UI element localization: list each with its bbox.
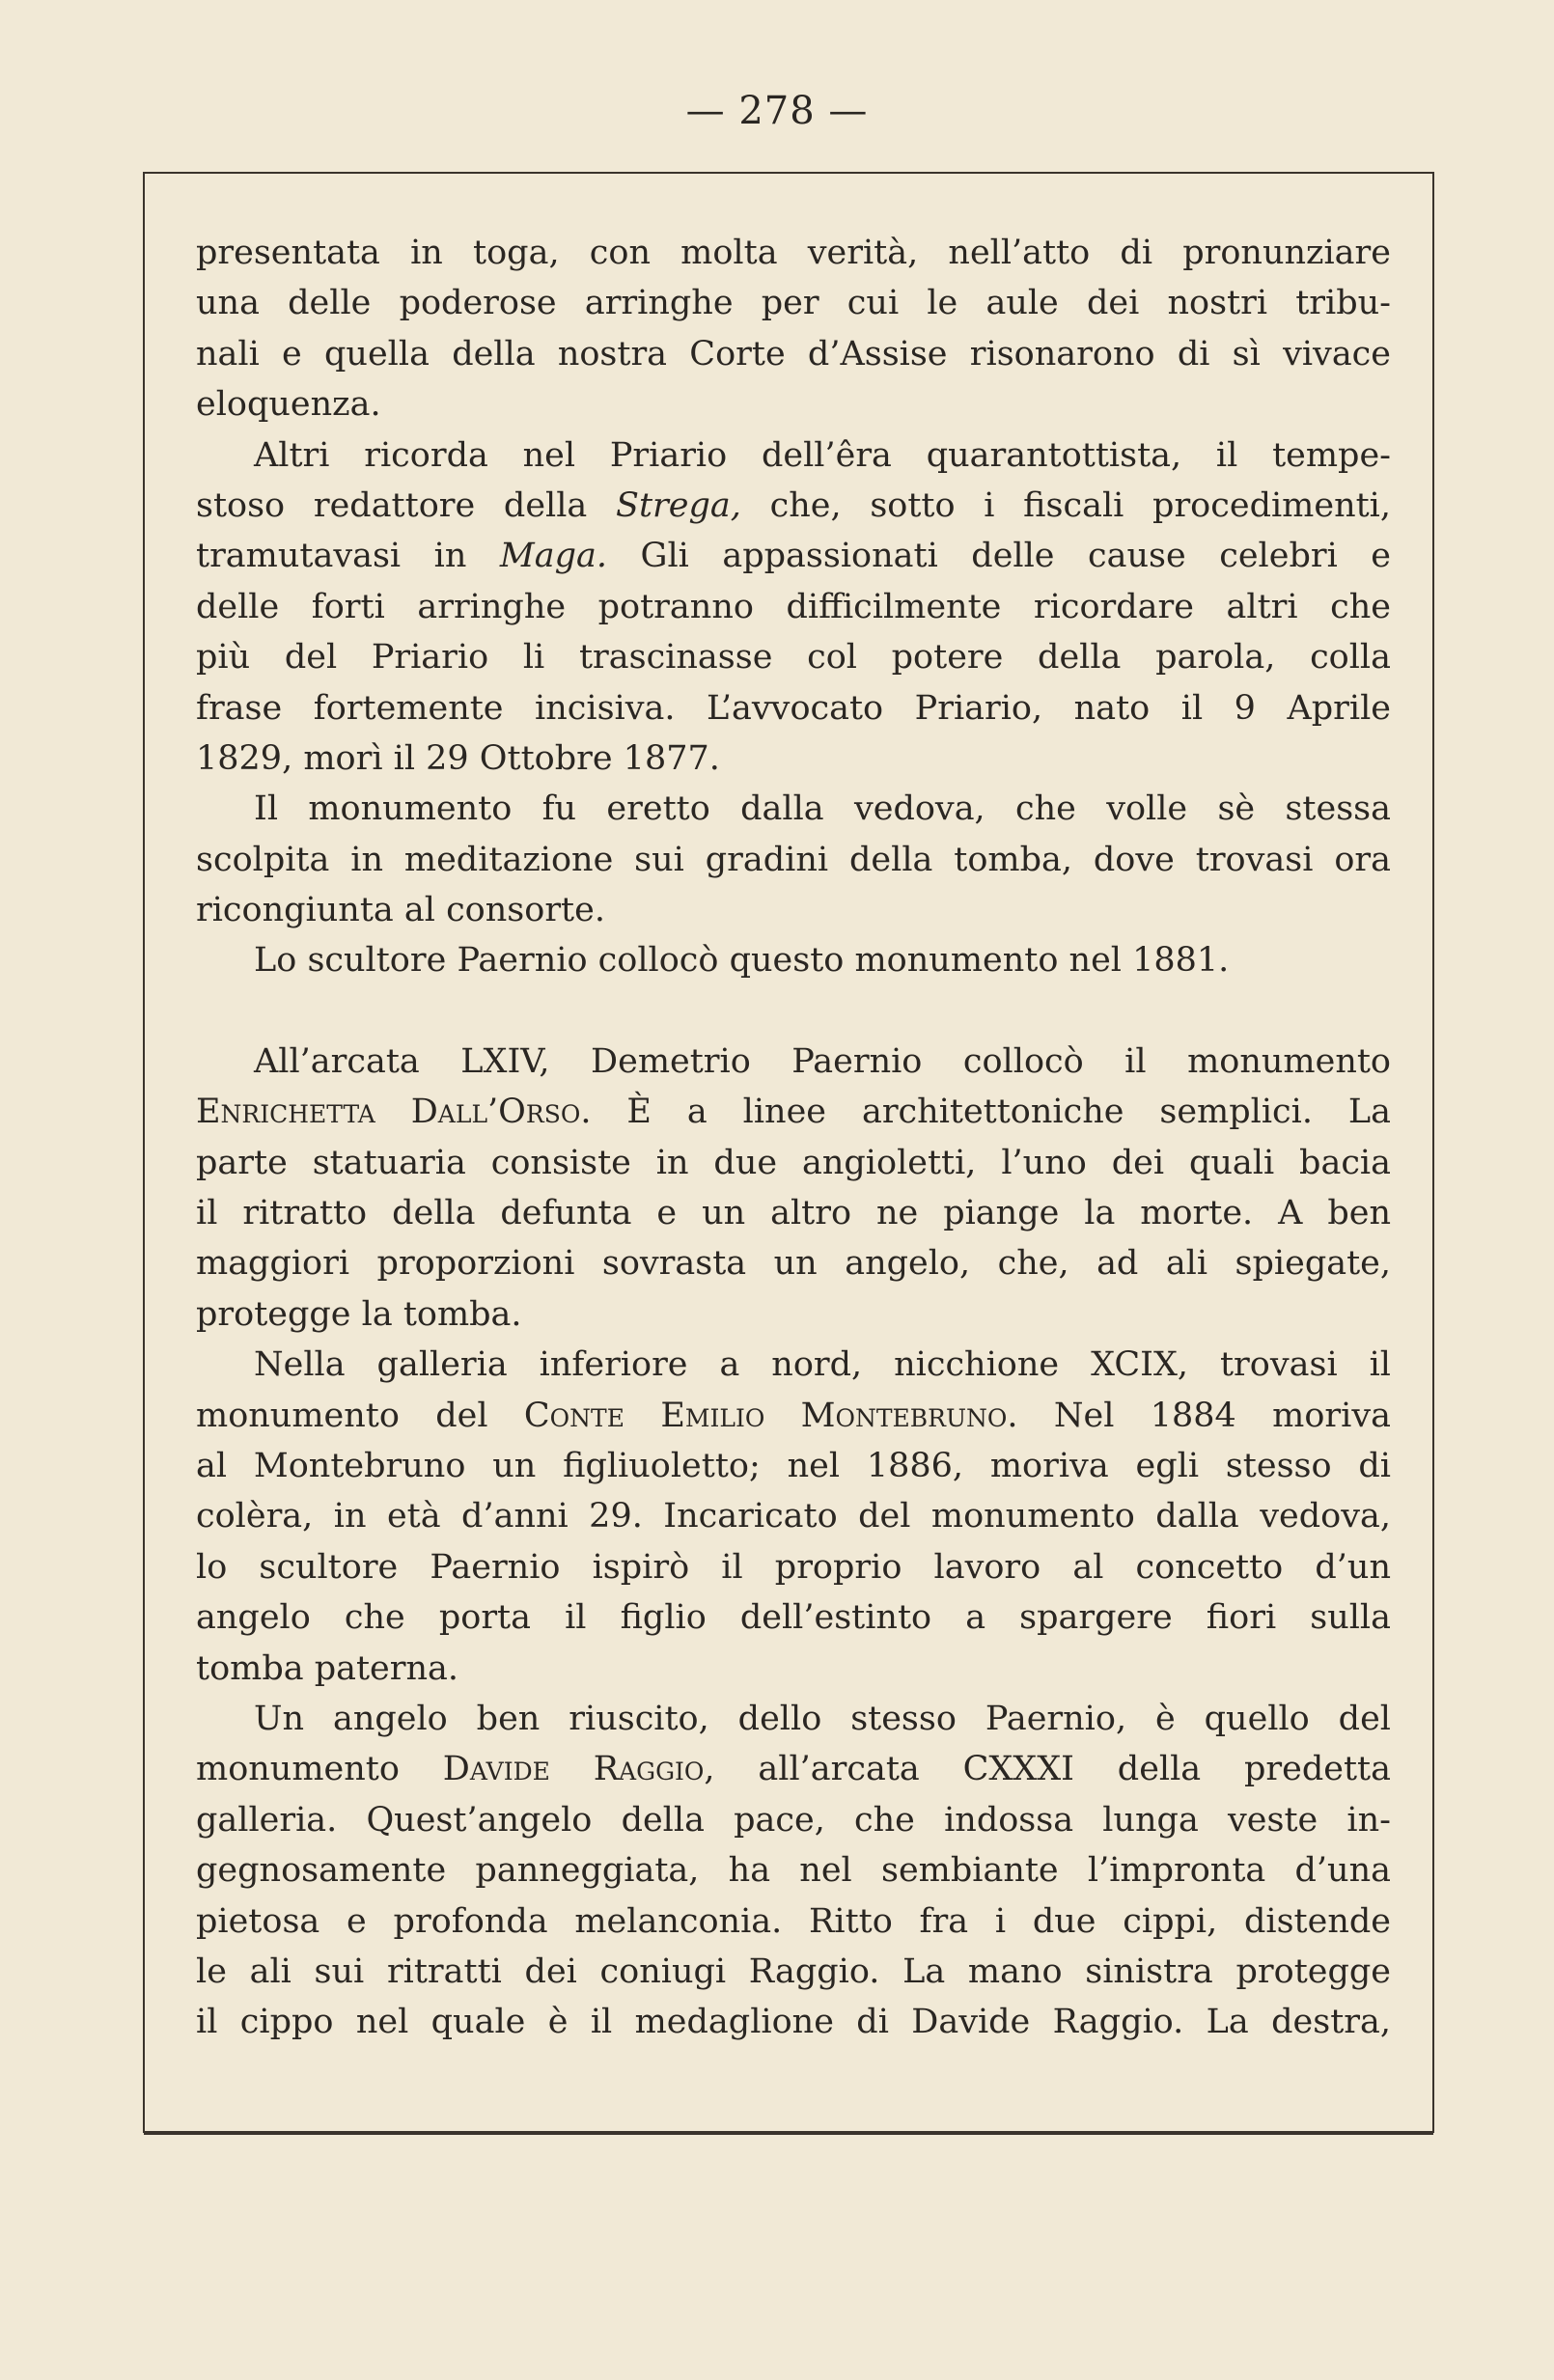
text-line: parte statuaria consiste in due angioletti, l’uno dei quali bacia <box>196 1143 1391 1182</box>
text-line: al Montebruno un figliuoletto; nel 1886, moriva egli stesso di <box>196 1446 1391 1485</box>
text-line: 1829, morì il 29 Ottobre 1877. <box>196 738 720 778</box>
text-line: tomba paterna. <box>196 1648 459 1688</box>
text-segment: che, sotto i fiscali procedimenti, <box>740 485 1391 525</box>
text-line <box>196 481 1391 531</box>
text-line: maggiori proporzioni sovrasta un angelo, che, ad ali spiegate, <box>196 1244 1391 1284</box>
text-line: le ali sui ritratti dei coniugi Raggio. La mano sinistra protegge <box>196 1951 1391 1991</box>
text-line: Altri ricorda nel Priario dell’êra quarantottista, il tempe- <box>254 435 1391 475</box>
page-number: — 278 — <box>685 89 869 133</box>
text-line: scolpita in meditazione sui gradini della tomba, dove trovasi ora <box>196 840 1391 879</box>
text-segment: È a linee architettoniche semplici. La <box>591 1093 1391 1132</box>
text-line: lo scultore Paernio ispirò il proprio lavoro al concetto d’un <box>196 1547 1391 1587</box>
text-line: frase fortemente incisiva. L’avvocato Priario, nato il 9 Aprile <box>196 688 1391 728</box>
text-line: gegnosamente panneggiata, ha nel sembiante l’impronta d’una <box>196 1851 1391 1891</box>
text-segment: Gli appassionati delle cause celebri e <box>607 537 1391 576</box>
text-line: eloquenza. <box>196 385 381 425</box>
text-line: pietosa e profonda melanconia. Ritto fra i due cippi, distende <box>196 1901 1391 1941</box>
italic-title: Strega, <box>616 485 741 525</box>
text-segment: monumento <box>196 1750 443 1789</box>
text-line <box>196 1744 1391 1794</box>
text-segment: monumento del <box>196 1396 524 1435</box>
text-segment: Nel 1884 moriva <box>1017 1396 1391 1435</box>
text-segment: tramutavasi in <box>196 537 500 576</box>
text-line: una delle poderose arringhe per cui le aule dei nostri tribu- <box>196 284 1391 323</box>
text-line: Un angelo ben riuscito, dello stesso Paernio, è quello del <box>254 1699 1391 1738</box>
text-segment: stoso redattore della <box>196 485 617 525</box>
text-line: Lo scultore Paernio collocò questo monumento nel 1881. <box>254 941 1230 981</box>
paragraph-gap <box>196 986 1391 1037</box>
text-line: angelo che porta il figlio dell’estinto a spargere fiori sulla <box>196 1598 1391 1638</box>
text-line <box>196 1087 1391 1137</box>
text-line: Il monumento fu eretto dalla vedova, che volle sè stessa <box>254 789 1391 829</box>
text-line: ricongiunta al consorte. <box>196 891 605 930</box>
text-line: più del Priario li trascinasse col potere della parola, colla <box>196 638 1391 678</box>
text-line: il ritratto della defunta e un altro ne piange la morte. A ben <box>196 1194 1391 1233</box>
text-line: Nella galleria inferiore a nord, nicchione XCIX, trovasi il <box>254 1345 1391 1385</box>
text-line: nali e quella della nostra Corte d’Assise risonarono di sì vivace <box>196 334 1391 374</box>
small-caps-name: Conte Emilio Montebruno. <box>523 1396 1018 1435</box>
text-segment: all’arcata CXXXI della predetta <box>714 1750 1391 1789</box>
small-caps-name: Enrichetta Dall’Orso. <box>196 1093 592 1132</box>
text-line: galleria. Quest’angelo della pace, che indossa lunga veste in- <box>196 1800 1391 1840</box>
small-caps-name: Davide Raggio, <box>442 1750 715 1789</box>
text-line <box>196 531 1391 581</box>
italic-title: Maga. <box>499 537 607 576</box>
text-body <box>196 228 1391 2048</box>
text-line: presentata in toga, con molta verità, nell’atto di pronunziare <box>196 234 1391 272</box>
text-line: colèra, in età d’anni 29. Incaricato del monumento dalla vedova, <box>196 1497 1391 1536</box>
text-line: protegge la tomba. <box>196 1294 522 1334</box>
text-line: il cippo nel quale è il medaglione di Davide Raggio. La destra, <box>196 2003 1391 2042</box>
text-line: All’arcata LXIV, Demetrio Paernio collocò il monumento <box>254 1041 1391 1081</box>
text-line: delle forti arringhe potranno difficilmente ricordare altri che <box>196 587 1391 626</box>
text-line <box>196 1391 1391 1441</box>
